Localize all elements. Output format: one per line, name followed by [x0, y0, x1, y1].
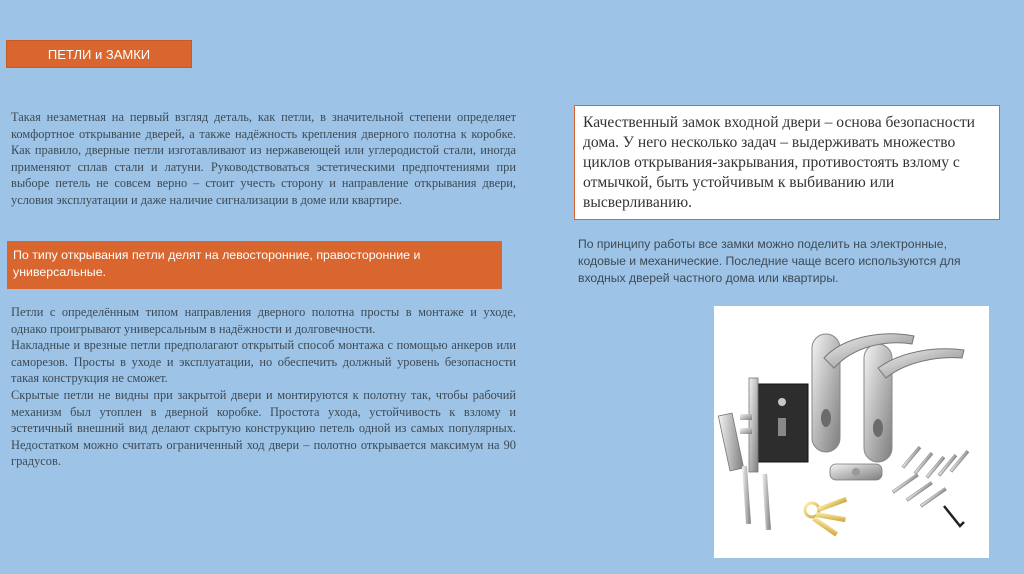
paragraph: Петли с определённым типом направления дверного полотна просты в монтаже и уходе, однако проигрывают универсальным в надёжности и долговечности. [11, 305, 516, 336]
door-lock-set-photo [714, 306, 989, 558]
paragraph: Скрытые петли не видны при закрытой двери и монтируются к полотну так, чтобы рабочий механизм был утоплен в дверной коробке. Простота ухода, устойчивость к взлому и эстетичный внешний вид делают скрытую конструкцию петель одной из самых популярных. Недостатком можно считать ограниченный ход двери – полотно открывается максимум на 90 градусов. [11, 387, 516, 469]
paragraph: По принципу работы все замки можно поделить на электронные, кодовые и механические. Последние чаще всего используются для входных дверей частного дома или квартиры. [578, 237, 961, 285]
hinge-types-highlight: По типу открывания петли делят на левосторонние, правосторонние и универсальные. [7, 241, 502, 289]
lock-set-icon [714, 306, 989, 558]
slide-title: ПЕТЛИ и ЗАМКИ [7, 41, 191, 67]
paragraph: Такая незаметная на первый взгляд деталь, как петли, в значительной степени определяет комфортное открывание дверей, а также надёжность крепления дверного полотна к коробке. Как правило, дверные петли изготавливают из нержавеющей или углеродистой стали, иногда применяют сплав стали и латуни. Руководствоваться эстетическими предпочтениями при выборе петель не совсем верно – стоит учесть сторону и направление открывания двери, условия эксплуатации и даже наличие сигнализации в доме или квартире. [11, 110, 516, 207]
lock-types-text [578, 236, 988, 287]
paragraph: Накладные и врезные петли предполагают открытый способ монтажа с помощью анкеров или саморезов. Просты в уходе и эксплуатации, но обеспечить должный уровень безопасности такая конструкция не сможет. [11, 338, 516, 386]
lock-quote-box: Качественный замок входной двери – основа безопасности дома. У него несколько задач – выдерживать множество циклов открывания-закрывания, противостоять взлому с отмычкой, быть устойчивым к выбиванию или высверливанию. [574, 105, 1000, 220]
hinges-intro-text [11, 109, 516, 209]
hinge-details-text [11, 304, 516, 470]
